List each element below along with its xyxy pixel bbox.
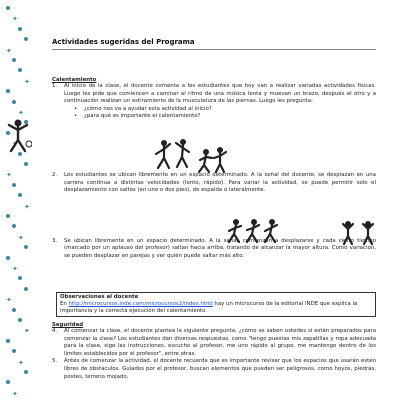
- section-heading-calentamiento: Calentamiento: [52, 77, 97, 83]
- item-number: 1.: [52, 83, 58, 89]
- decor-star-icon: ✦: [24, 77, 30, 86]
- decor-star-icon: ✦: [12, 389, 18, 398]
- bullet-item-1: • ¿cómo nos va a ayudar esta actividad al inicio?: [52, 106, 376, 114]
- bullet-item-2: • ¿para qué es importante el calentamiento?: [52, 113, 376, 121]
- observations-suffix: hay un microcurso de la editorial INDE que explica la importancia y la correcta ejecución del calentamiento.: [60, 301, 358, 315]
- decor-dot-icon: [18, 276, 22, 280]
- decor-star-icon: ✦: [12, 15, 18, 24]
- decor-star-icon: ✦: [24, 327, 30, 336]
- decor-star-icon: ✦: [6, 46, 12, 55]
- decor-dot-icon: [18, 318, 22, 322]
- decor-star-icon: ✦: [12, 265, 18, 273]
- decor-dot-icon: [6, 256, 10, 260]
- item-text: Se ubican libremente en un espacio determinado. A la señal, comienzan a desplazarse y cada cierto tiempo (marcado por un aplauso del profesor) saltan hacia arriba, tratando de alcanzar la mayor altura. Como variación, se pueden desplazar en parejas y ver quién puede saltar más alto.: [64, 237, 376, 259]
- seguridad-section: [52, 322, 376, 381]
- decor-dot-icon: [12, 100, 16, 104]
- activity-item-4: [52, 328, 376, 358]
- children-jumping-icon: [340, 220, 380, 248]
- activity-item-2: [52, 172, 376, 195]
- decor-dot-icon: [6, 380, 10, 384]
- observations-prefix: En: [60, 301, 67, 308]
- decor-dot-icon: [12, 308, 16, 312]
- section-heading-seguridad: Seguridad: [52, 322, 84, 328]
- item-text: Al inicio de la clase, el docente comenta a los estudiantes que hoy van a realizar variadas actividades físicas. Luego les pide que comiencen a caminar al ritmo de una música lenta y muevan un brazo, después el otro y a continuación realizan un estiramiento de la musculatura de las piernas. Luego les pregunta:: [64, 83, 376, 105]
- activity-item-3: [52, 238, 376, 261]
- page-title: Actividades sugeridas del Programa: [52, 38, 195, 46]
- decor-star-icon: ✦: [24, 202, 30, 211]
- item-text: Los estudiantes se ubican libremente en un espacio determinado. A la señal del docente, se desplazan en una carrera continua a distintas velocidades (lento, rápido). Para variar la actividad, se puede permitir solo el desplazamiento con saltos (en uno o dos pies), de espalda o lateralmente.: [64, 171, 376, 194]
- activity-item-5: [52, 358, 376, 381]
- decor-dot-icon: [24, 37, 28, 41]
- decor-star-icon: ✦: [6, 171, 12, 180]
- decor-dot-icon: [18, 68, 22, 72]
- item-text: Antes de comenzar la actividad, el docente recuerda que es importante revisar que los espacios que usarán estén libres de obstáculos. Guiados por el profesor, buscan elementos que pueden ser peligrosos, como hoyos, piedras, postes, terreno mojado,: [64, 358, 376, 380]
- item-number: 4.: [52, 328, 58, 334]
- decor-dot-icon: [12, 224, 16, 228]
- decor-dot-icon: [12, 58, 16, 62]
- item-number: 3.: [52, 237, 58, 244]
- observations-title: Observaciones al docente: [60, 294, 139, 300]
- children-walking-icon: [150, 138, 230, 174]
- title-rule: [52, 49, 376, 50]
- item-number: 2.: [52, 171, 58, 178]
- item-text: Al comenzar la clase, el docente plantea la siguiente pregunta: ¿cómo se saben ustedes si están preparados para comenzar la clase? Los estudiantes dan diversas respuestas, como "tengo puestas mis zapatillas y ropa adecuada para la clase, sigo las instrucciones, escucho al profesor, me uno rápido al grupo, me mantengo dentro de los límites establecidos por el profesor", entre otras.: [64, 328, 376, 357]
- decor-star-icon: ✦: [6, 296, 12, 305]
- decor-dot-icon: [6, 339, 10, 343]
- children-running-icon: [226, 218, 284, 244]
- decor-dot-icon: [6, 214, 10, 218]
- observations-text: [60, 301, 372, 315]
- microcourse-link[interactable]: http://microcursos.inde.com/microcursos2/index.html: [68, 301, 213, 308]
- decor-dot-icon: [12, 349, 16, 353]
- decor-dot-icon: [12, 183, 16, 187]
- activity-item-1: [52, 83, 376, 106]
- decor-dot-icon: [24, 370, 28, 374]
- observations-box: [56, 292, 376, 317]
- decor-dot-icon: [24, 162, 28, 166]
- decor-star-icon: ✦: [18, 358, 24, 367]
- decor-star-icon: ✦: [12, 140, 18, 149]
- side-decoration-strip: [0, 0, 34, 400]
- jumping-child-icon: [4, 118, 32, 158]
- decor-dot-icon: [6, 6, 10, 10]
- decor-dot-icon: [18, 193, 22, 197]
- decor-dot-icon: [18, 27, 22, 31]
- decor-dot-icon: [24, 287, 28, 291]
- item-number: 5.: [52, 358, 58, 365]
- decor-star-icon: ✦: [18, 109, 24, 117]
- decor-dot-icon: [6, 89, 10, 93]
- decor-star-icon: ✦: [18, 233, 24, 242]
- decor-dot-icon: [24, 245, 28, 249]
